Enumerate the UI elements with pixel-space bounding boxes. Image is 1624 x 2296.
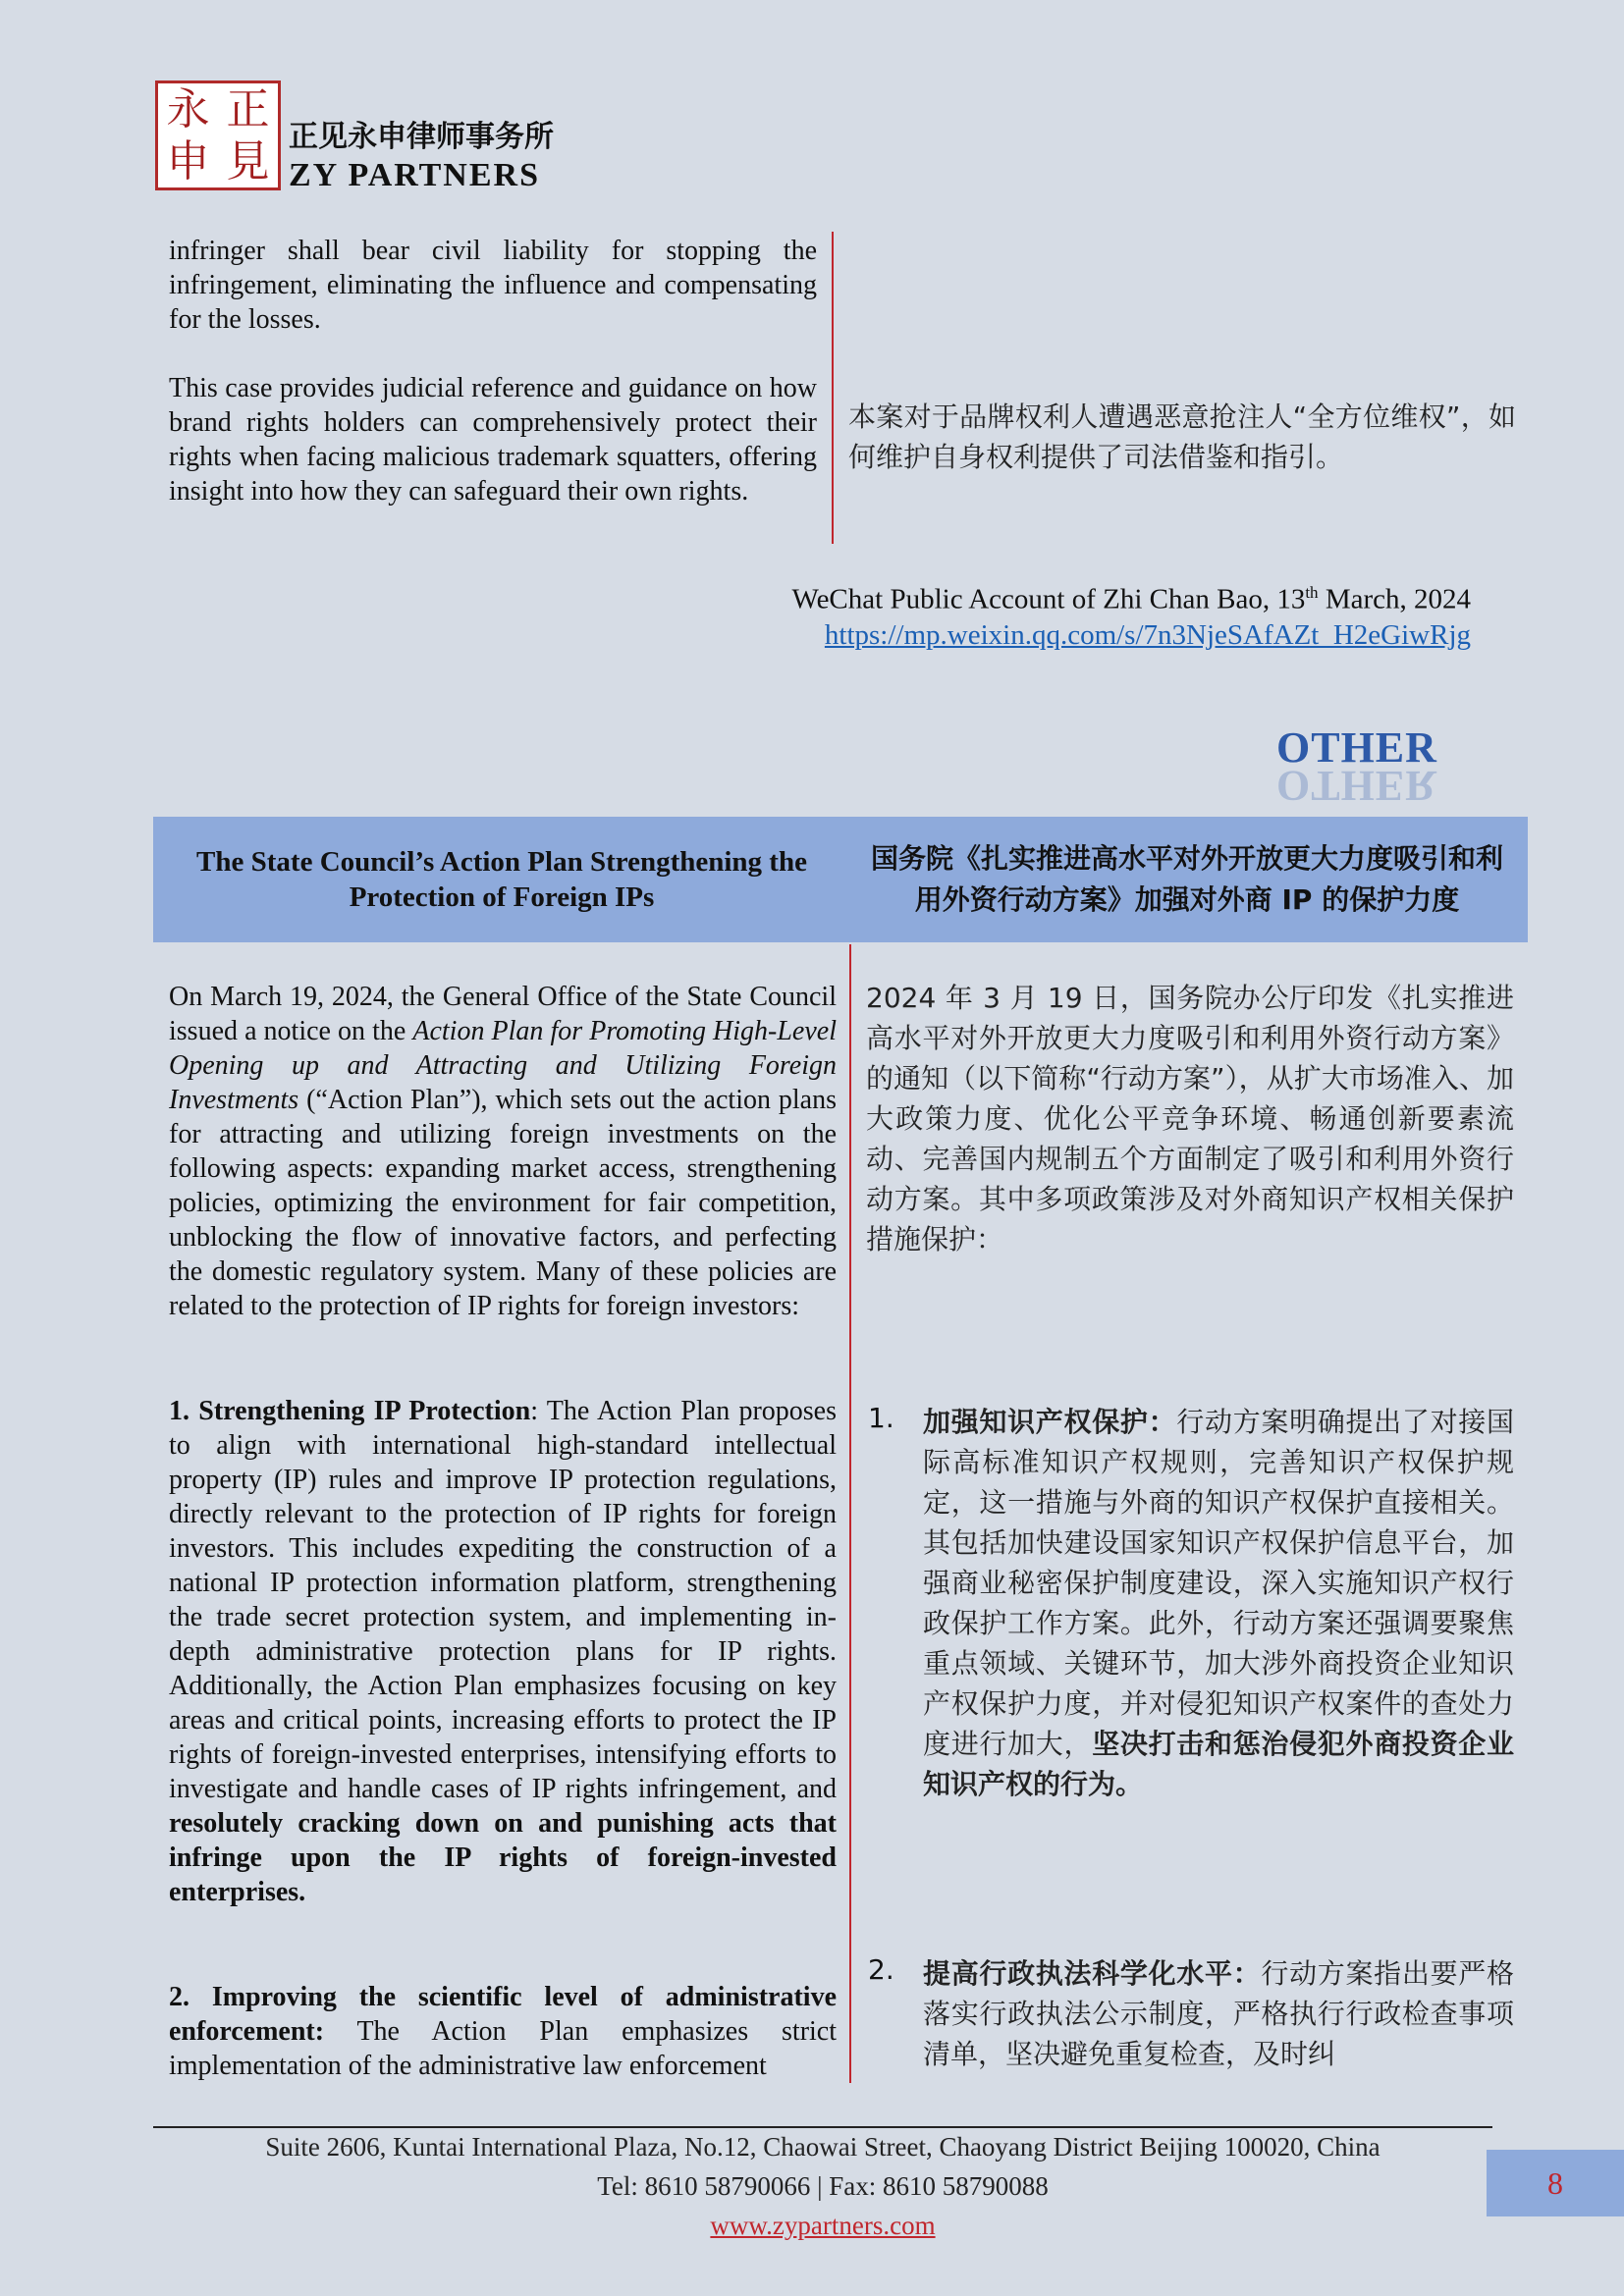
source-link[interactable]: https://mp.weixin.qq.com/s/7n3NjeSAfAZt_H2eGiwRjg (824, 618, 1471, 651)
firm-name-en: ZY PARTNERS (289, 157, 540, 193)
footer-contact: Tel: 8610 58790066 | Fax: 8610 58790088 (597, 2171, 1049, 2201)
section-label-reflection: OTHER (1276, 762, 1437, 810)
prev-article-cn-p: 本案对于品牌权利人遭遇恶意抢注人“全方位维权”，如何维护自身权利提供了司法借鉴和指引。 (848, 400, 1516, 473)
source-citation (792, 575, 1471, 653)
item2-cn: 提高行政执法科学化水平：行动方案指出要严格落实行政执法公示制度，严格执行行政检查事项清单，坚决避免重复检查，及时纠 (923, 1957, 1514, 2070)
intro-en: On March 19, 2024, the General Office of the State Council issued a notice on the Action Plan for Promoting High-Level Opening up and Attracting and Utilizing Foreign Investments (“Action Plan”), which sets out the action plans for attracting and utilizing foreign investments on the following aspects: expanding market access, strengthening policies, optimizing the environment for fair competition, unblocking the flow of innovative factors, and perfecting the domestic regulatory system. Many of these policies are related to the protection of IP rights for foreign investors: (169, 982, 837, 1321)
item1-cn-number: 1. (868, 1402, 894, 1434)
item2-en: 2. Improving the scientific level of administrative enforcement: The Action Plan emphasizes strict implementation of the administrative law enforcement (169, 1982, 837, 2081)
seal-char: 申 (166, 135, 210, 187)
prev-article-en-p1: infringer shall bear civil liability for stopping the infringement, eliminating the influence and compensating for the losses. (169, 236, 817, 335)
column-divider (832, 232, 834, 544)
article-column-divider (849, 944, 851, 2083)
page-number: 8 (1487, 2150, 1624, 2216)
item1-cn: 加强知识产权保护：行动方案明确提出了对接国际高标准知识产权规则，完善知识产权保护规定，这一措施与外商的知识产权保护直接相关。其包括加快建设国家知识产权保护信息平台，加强商业秘密保护制度建设，深入实施知识产权行政保护工作方案。此外，行动方案还强调要聚焦重点领域、关键环节，加大涉外商投资企业知识产权保护力度，并对侵犯知识产权案件的查处力度进行加大，坚决打击和惩治侵犯外商投资企业知识产权的行为。 (923, 1406, 1514, 1800)
seal-char: 正 (226, 83, 270, 134)
firm-name-cn: 正见永申律师事务所 (289, 120, 554, 154)
seal-char: 見 (226, 135, 270, 187)
item2-cn-number: 2. (868, 1953, 894, 1986)
article-title-cn: 国务院《扎实推进高水平对外开放更大力度吸引和利用外资行动方案》加强对外商 IP 的保护力度 (870, 842, 1503, 916)
item1-en: 1. Strengthening IP Protection: The Action Plan proposes to align with international high-standard intellectual property (IP) rules and improve IP protection regulations, directly relevant to the protection of IP rights for foreign investors. This includes expediting the construction of a national IP protection information platform, strengthening the trade secret protection system, and implementing in-depth administrative protection plans for IP rights. Additionally, the Action Plan emphasizes focusing on key areas and critical points, increasing efforts to protect the IP rights of foreign-invested enterprises, intensifying efforts to investigate and handle cases of IP rights infringement, and resolutely cracking down on and punishing acts that infringe upon the IP rights of foreign-invested enterprises. (169, 1396, 838, 1907)
footer-website (153, 2209, 1492, 2242)
article-title-en: The State Council’s Action Plan Strengthening the Protection of Foreign IPs (196, 846, 807, 913)
source-line: WeChat Public Account of Zhi Chan Bao, 13th March, 2024 (791, 583, 1471, 615)
section-label-other (1276, 723, 1492, 815)
prev-article-en-p2: This case provides judicial reference and guidance on how brand rights holders can comprehensively protect their rights when facing malicious trademark squatters, offering insight into how they can safeguard their own rights. (169, 373, 817, 507)
section-label: OTHER (1276, 723, 1437, 772)
seal-char: 永 (166, 83, 210, 134)
footer-rule (153, 2126, 1492, 2128)
website-link[interactable]: www.zypartners.com (710, 2211, 936, 2240)
footer-address: Suite 2606, Kuntai International Plaza, No.12, Chaowai Street, Chaoyang District Beijing 100020, China (265, 2132, 1380, 2162)
intro-cn: 2024 年 3 月 19 日，国务院办公厅印发《扎实推进高水平对外开放更大力度吸引和利用外资行动方案》的通知（以下简称“行动方案”），从扩大市场准入、加大政策力度、优化公平竞争环境、畅通创新要素流动、完善国内规制五个方面制定了吸引和利用外资行动方案。其中多项政策涉及对外商知识产权相关保护措施保护： (866, 982, 1514, 1255)
firm-seal-logo (155, 80, 281, 190)
